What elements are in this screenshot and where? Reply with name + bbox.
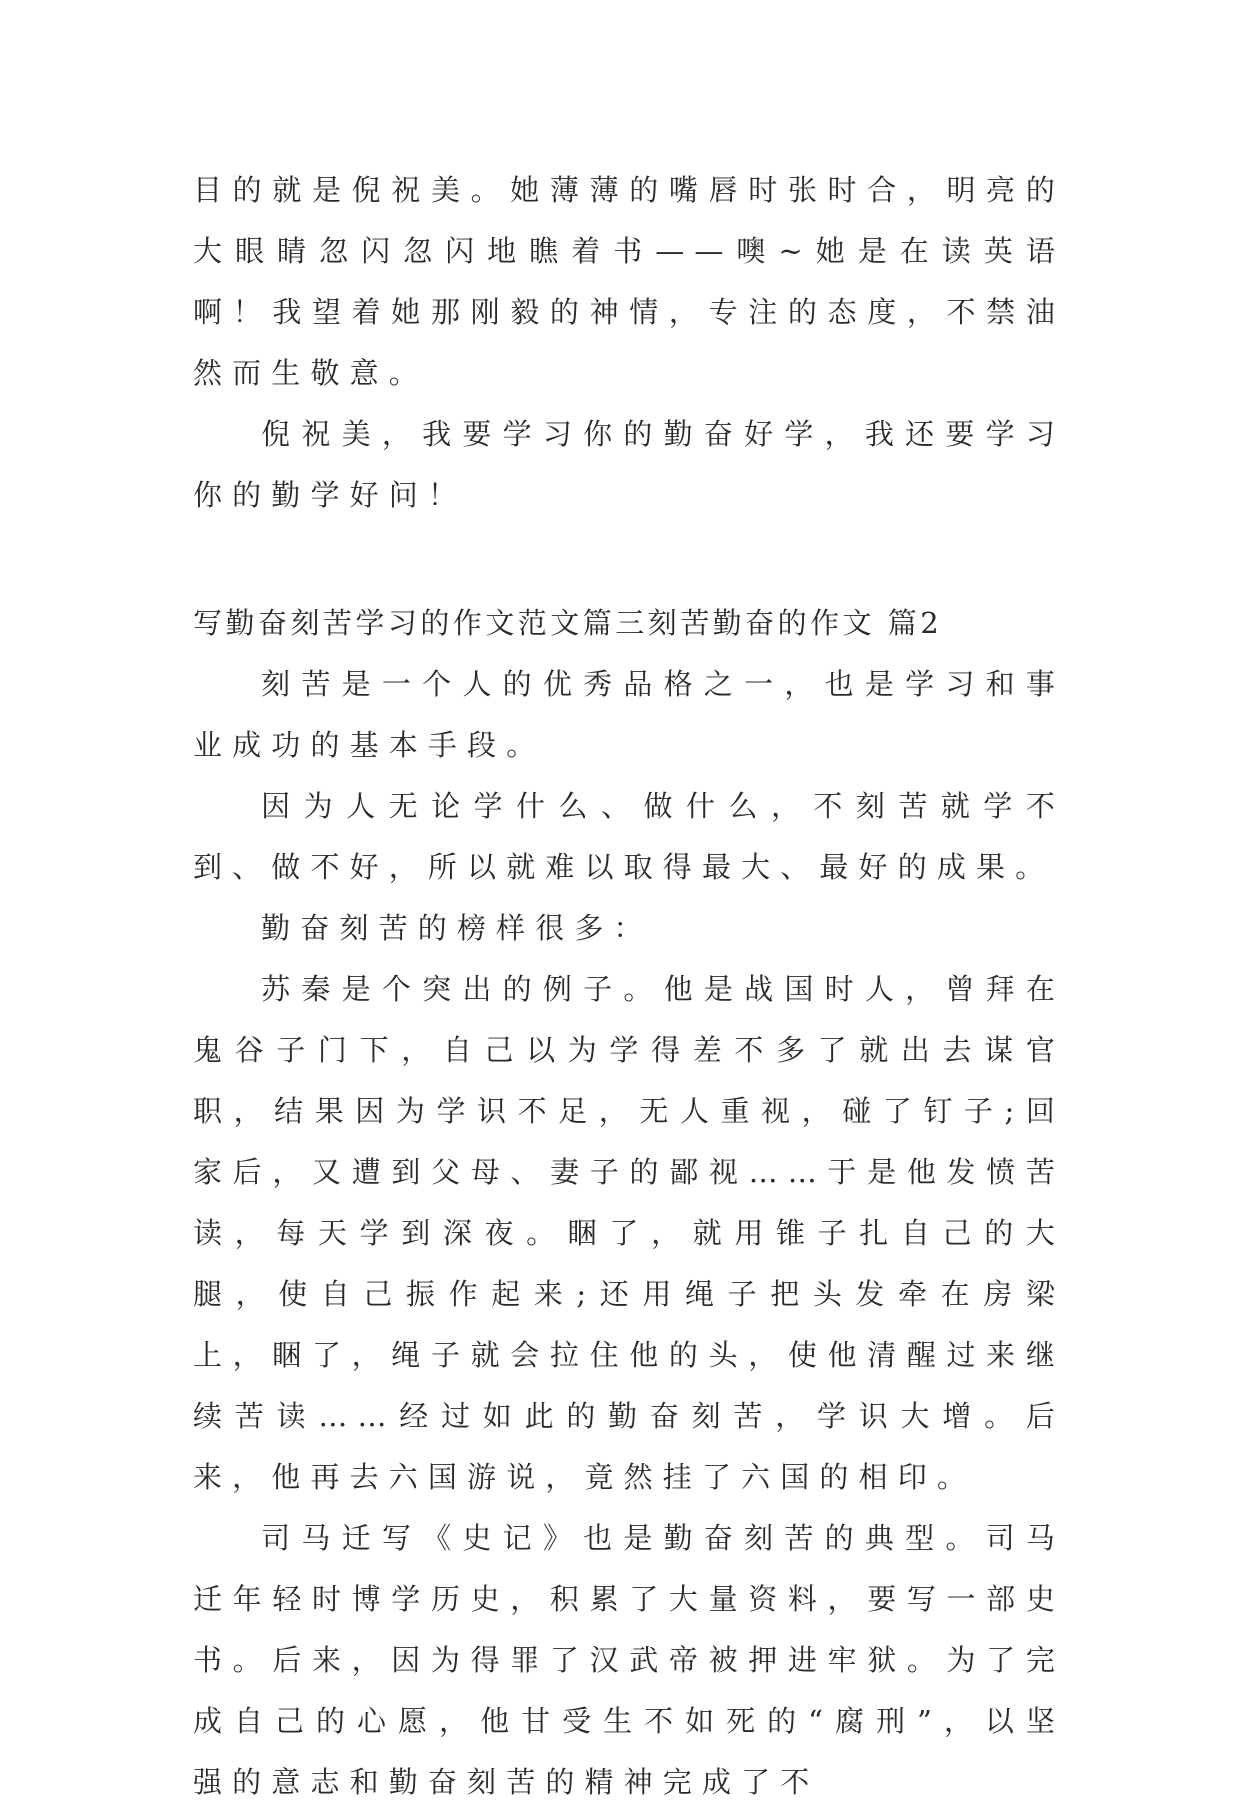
paragraph: 因为人无论学什么、做什么，不刻苦就学不到、做不好，所以就难以取得最大、最好的成果。	[193, 789, 1065, 884]
section-title: 写勤奋刻苦学习的作文范文篇三刻苦勤奋的作文 篇2	[193, 606, 943, 640]
document-body	[193, 160, 1065, 1813]
paragraph: 刻苦是一个人的优秀品格之一，也是学习和事业成功的基本手段。	[193, 667, 1065, 762]
paragraph: 司马迁写《史记》也是勤奋刻苦的典型。司马迁年轻时博学历史，积累了大量资料，要写一部史书。后来，因为得罪了汉武帝被押进牢狱。为了完成自己的心愿，他甘受生不如死的“腐刑”，以坚强的意志和勤奋刻苦的精神完成了不	[193, 1521, 1065, 1799]
paragraph: 苏秦是个突出的例子。他是战国时人，曾拜在鬼谷子门下，自己以为学得差不多了就出去谋官职，结果因为学识不足，无人重视，碰了钉子;回家后，又遭到父母、妻子的鄙视……于是他发愤苦读，每天学到深夜。睏了，就用锥子扎自己的大腿，使自己振作起来;还用绳子把头发牵在房梁上，睏了，绳子就会拉住他的头，使他清醒过来继续苦读……经过如此的勤奋刻苦，学识大增。后来，他再去六国游说，竟然挂了六国的相印。	[193, 972, 1065, 1494]
paragraph-continuation: 目的就是倪祝美。她薄薄的嘴唇时张时合，明亮的大眼睛忽闪忽闪地瞧着书——噢~她是在读英语啊！我望着她那刚毅的神情，专注的态度，不禁油然而生敬意。	[193, 173, 1065, 390]
blank-line	[193, 526, 1065, 587]
paragraph: 勤奋刻苦的榜样很多：	[261, 911, 653, 945]
paragraph: 倪祝美，我要学习你的勤奋好学，我还要学习你的勤学好问！	[193, 417, 1065, 512]
